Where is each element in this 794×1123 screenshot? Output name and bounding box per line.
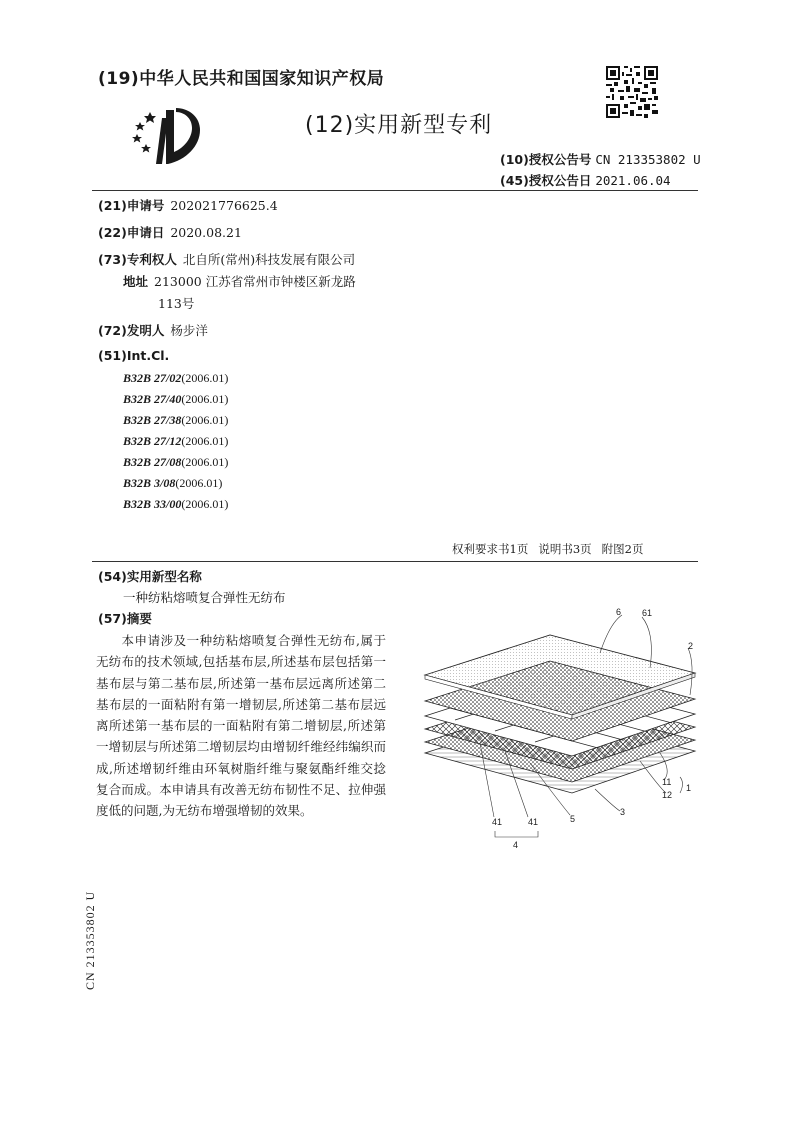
inventor: 杨步洋 [170,323,208,338]
application-date: 2020.08.21 [170,225,242,240]
abstract-text: 本申请涉及一种纺粘熔喷复合弹性无纺布,属于无纺布的技术领域,包括基布层,所述基布层包括第一基布层与第二基布层,所述第一基布层远离所述第二基布层的一面粘附有第一增韧层,所述第二基布层远离所述第一基布层的一面粘附有第二增韧层,所述第一增韧层与所述第二增韧层均由增韧纤维经纬编织而成,所述增韧纤维由环氧树脂纤维与聚氨酯纤维交捻复合而成。本申请具有改善无纺布韧性不足、拉伸强度低的问题,为无纺布增强增韧的效果。 [96,633,386,819]
patentee: 北自所(常州)科技发展有限公司 [182,252,356,267]
application-number-label: (21)申请号 [98,198,165,213]
address-line1: 213000 江苏省常州市钟楼区新龙路 [154,274,356,289]
publication-number-row [500,150,701,168]
layer-diagram [410,603,710,853]
section-divider [92,561,698,562]
label-6: 6 [616,607,622,617]
application-number: 202021776625.4 [170,198,278,213]
ipc-entry: B32B 27/40(2006.01) [123,392,229,406]
label-2: 2 [688,641,694,651]
header-divider [92,190,698,191]
ipc-entry: B32B 27/08(2006.01) [123,455,229,469]
ipc-entry: B32B 27/12(2006.01) [123,434,229,448]
drawing-pages: 附图2页 [601,542,644,556]
document-type: (12)实用新型专利 [305,113,493,138]
ipc-label: (51)Int.Cl. [98,348,170,363]
ipc-entry: B32B 27/38(2006.01) [123,413,229,427]
address-label: 地址 [123,274,149,289]
publication-number-label: (10)授权公告号 [500,152,592,167]
inventor-row [98,321,208,339]
office-heading: (19)中华人民共和国国家知识产权局 [98,69,385,89]
label-12: 12 [662,790,673,800]
label-41a: 41 [492,817,503,827]
abstract-label: (57)摘要 [98,611,152,626]
ipc-entry: B32B 3/08(2006.01) [123,476,223,490]
address-line2: 113号 [158,296,195,311]
qr-code [606,66,658,118]
side-publication-number: CN 213353802 U [83,890,97,990]
ipc-entry: B32B 33/00(2006.01) [123,497,229,511]
utility-model-title: 一种纺粘熔喷复合弹性无纺布 [123,590,286,605]
label-1: 1 [686,783,692,793]
application-number-row [98,196,278,214]
publication-number: CN 213353802 U [595,152,701,167]
label-3: 3 [620,807,626,817]
address-row [123,272,356,290]
label-5: 5 [570,814,576,824]
application-date-label: (22)申请日 [98,225,165,240]
publication-date-row [500,171,671,189]
description-pages: 说明书3页 [538,542,592,556]
patentee-row [98,250,355,268]
page-counts [452,541,653,557]
cnipa-logo [128,106,208,168]
application-date-row [98,223,242,241]
label-61: 61 [642,608,653,618]
label-41b: 41 [528,817,539,827]
label-11: 11 [662,777,672,787]
publication-date: 2021.06.04 [595,173,671,188]
inventor-label: (72)发明人 [98,323,165,338]
publication-date-label: (45)授权公告日 [500,173,592,188]
patentee-label: (73)专利权人 [98,252,177,267]
claims-pages: 权利要求书1页 [452,542,529,556]
label-4: 4 [513,840,519,850]
title-label: (54)实用新型名称 [98,569,202,584]
ipc-entry: B32B 27/02(2006.01) [123,371,229,385]
